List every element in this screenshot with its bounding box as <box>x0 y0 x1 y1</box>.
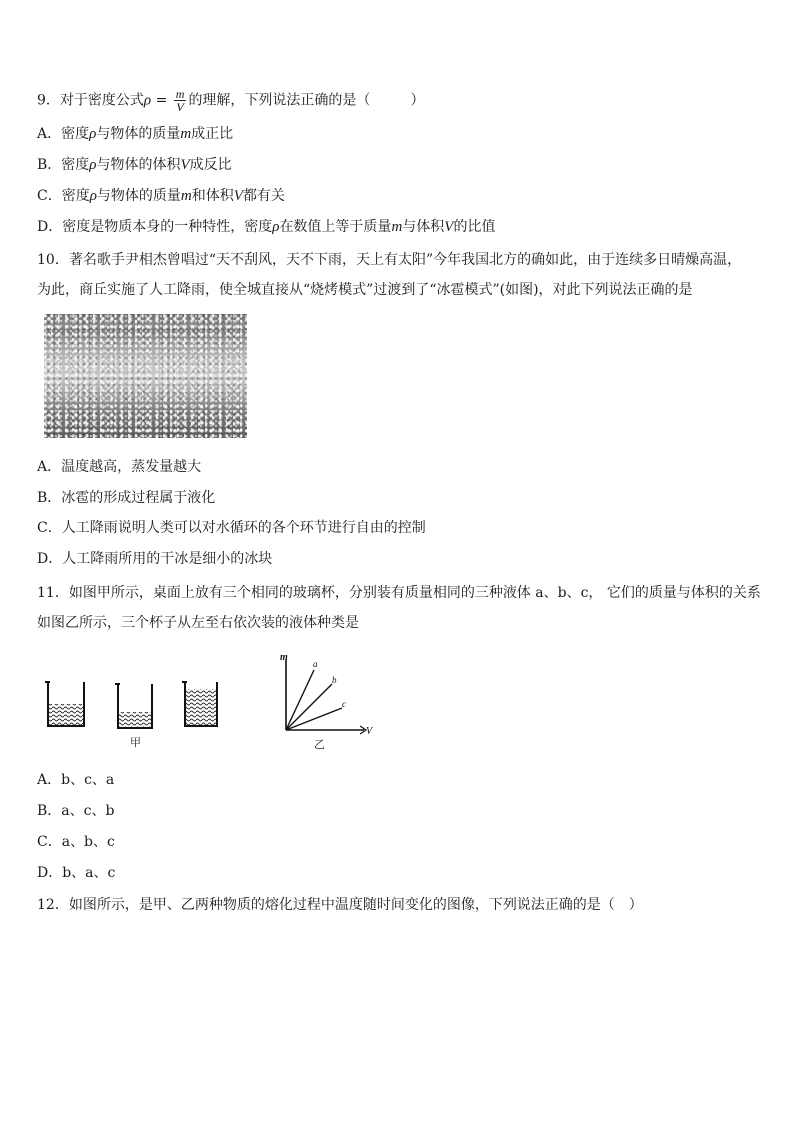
label-b: b <box>332 675 337 685</box>
question-10-option-a: A．温度越高，蒸发量越大 <box>37 459 202 475</box>
question-10-option-b: B．冰雹的形成过程属于液化 <box>37 490 216 506</box>
question-9-option-d: D．密度是物质本身的一种特性，密度ρ在数值上等于质量m与体积V的比值 <box>37 219 496 235</box>
density-fraction: $\frac{m}{V}$ <box>175 87 185 114</box>
question-9-option-b: B．密度ρ与物体的体积V成反比 <box>37 157 232 173</box>
question-10-stem-line2: 为此，商丘实施了人工降雨，使全城直接从“烧烤模式”过渡到了“冰雹模式”(如图)，对此下列说法正确的是 <box>37 282 693 298</box>
cup-middle <box>115 684 152 728</box>
figure-label-jia: 甲 <box>130 737 141 749</box>
figure-label-yi: 乙 <box>314 739 325 751</box>
label-c: c <box>342 699 346 709</box>
cup-left <box>45 682 84 726</box>
question-10-option-d: D．人工降雨所用的干冰是细小的冰块 <box>37 551 273 567</box>
question-9-option-a: A．密度ρ与物体的质量m成正比 <box>37 126 234 142</box>
question-11-stem-line2: 如图乙所示，三个杯子从左至右依次装的液体种类是 <box>37 615 359 631</box>
axis-label-v: V <box>366 726 373 737</box>
question-9-option-c: C．密度ρ与物体的质量m和体积V都有关 <box>37 188 285 204</box>
question-10-option-c: C．人工降雨说明人类可以对水循环的各个环节进行自由的控制 <box>37 520 426 536</box>
question-11-option-b: B．a、c、b <box>37 803 115 819</box>
question-9-stem: 9．对于密度公式ρ = $\frac{m}{V}$ 的理解，下列说法正确的是（ ） <box>37 87 425 114</box>
glass-cups-figure <box>40 670 230 750</box>
mass-volume-graph <box>270 652 380 752</box>
axis-label-m: m <box>280 652 288 663</box>
question-11-option-c: C．a、b、c <box>37 834 115 850</box>
question-11-option-d: D．b、a、c <box>37 865 116 881</box>
hail-photo <box>44 314 247 438</box>
question-10-stem-line1: 10．著名歌手尹相杰曾唱过“天不刮风，天不下雨，天上有太阳”今年我国北方的确如此，由于连续多日晴燥高温， <box>37 252 742 268</box>
question-11-stem-line1: 11．如图甲所示，桌面上放有三个相同的玻璃杯，分别装有质量相同的三种液体 a、b、c， 它们的质量与体积的关系 <box>37 585 761 601</box>
label-a: a <box>313 659 318 669</box>
line-b <box>286 684 332 730</box>
cup-right <box>182 682 217 726</box>
question-12-stem: 12．如图所示，是甲、乙两种物质的熔化过程中温度随时间变化的图像，下列说法正确的是（ ） <box>37 897 643 913</box>
question-11-option-a: A．b、c、a <box>37 772 115 788</box>
